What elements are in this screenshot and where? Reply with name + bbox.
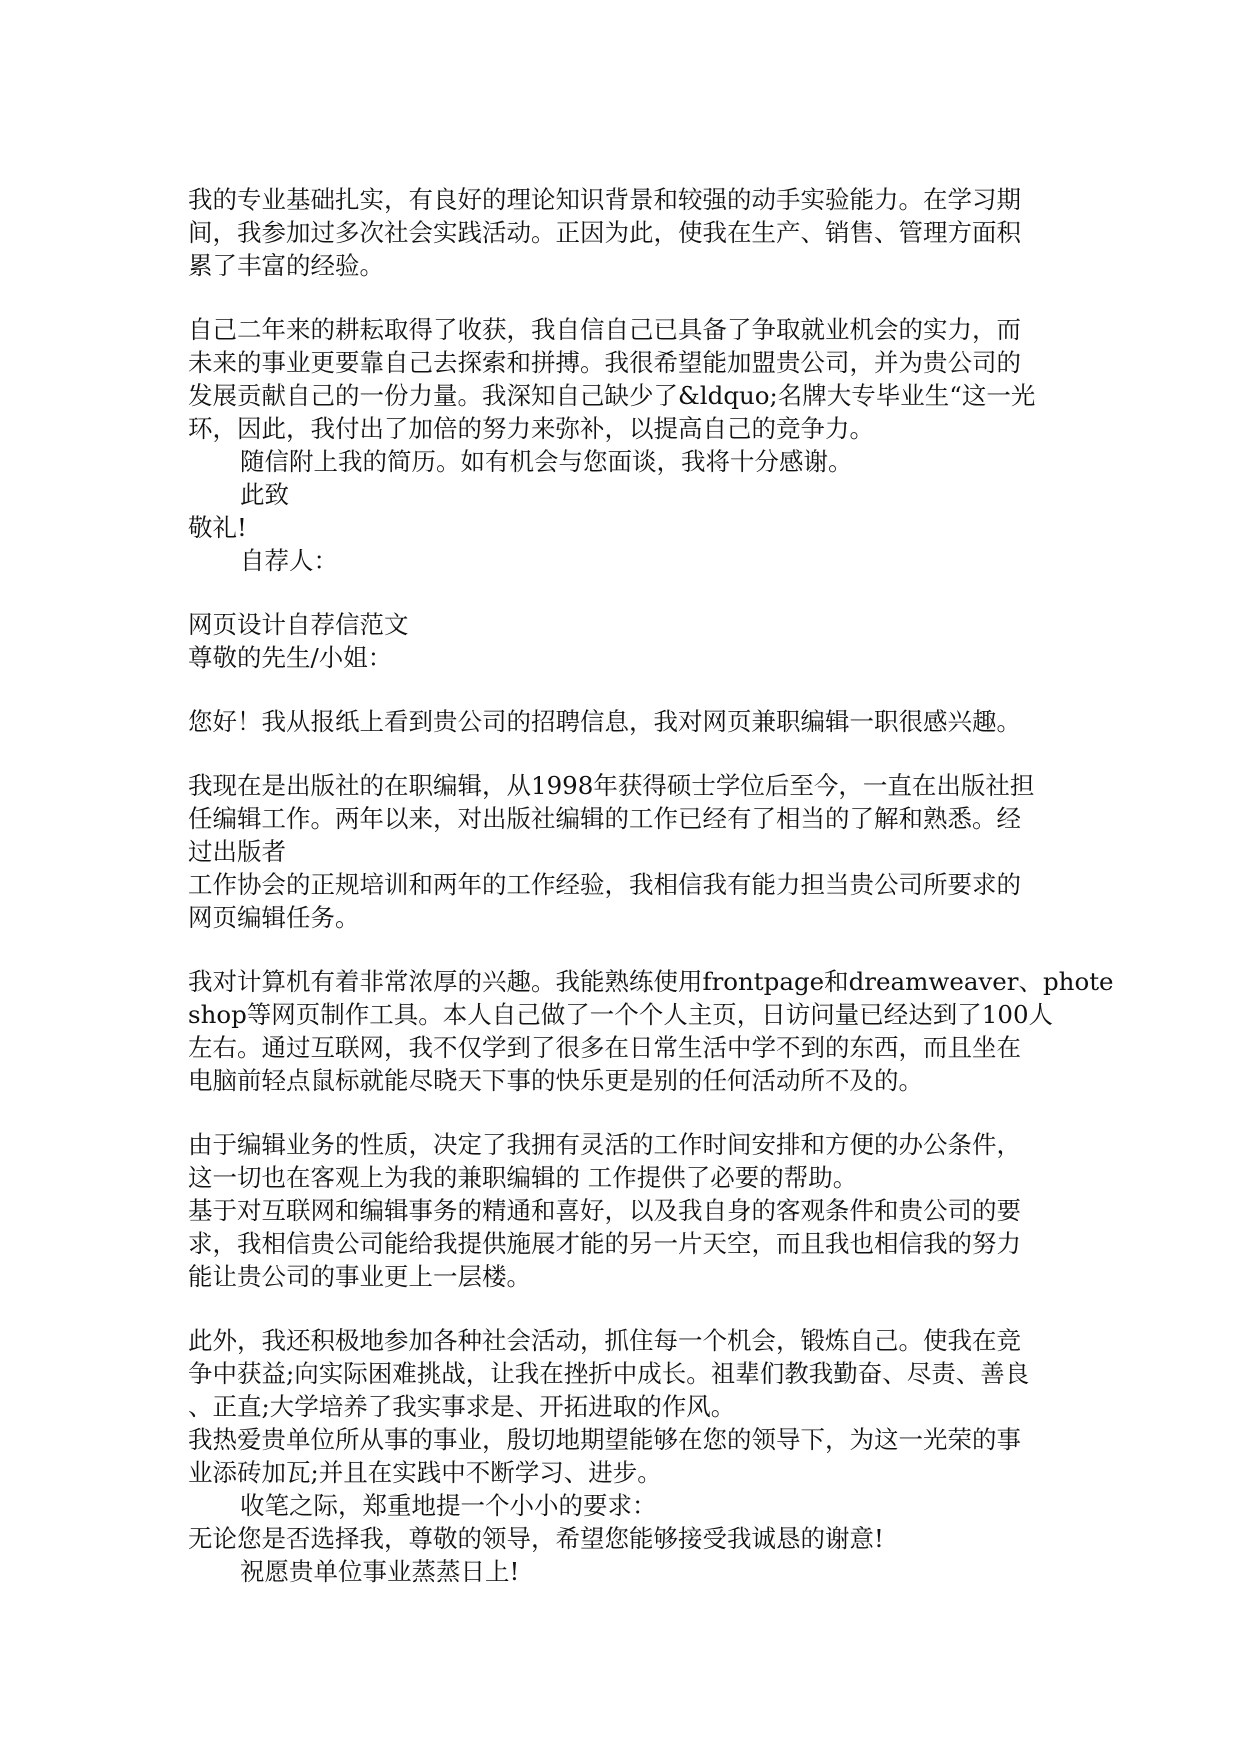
text-line: 累了丰富的经验。 (188, 251, 384, 280)
text-line: 我对计算机有着非常浓厚的兴趣。我能熟练使用frontpage和dreamweaver、phote (188, 967, 1114, 996)
text-line: 、正直;大学培养了我实事求是、开拓进取的作风。 (188, 1392, 736, 1421)
salutation: 尊敬的先生/小姐： (188, 643, 393, 672)
closing-line: 敬礼! (188, 513, 247, 542)
text-line: 您好！我从报纸上看到贵公司的招聘信息，我对网页兼职编辑一职很感兴趣。 (188, 707, 1021, 736)
text-line: 间，我参加过多次社会实践活动。正因为此，使我在生产、销售、管理方面积 (188, 218, 1021, 247)
text-line: 无论您是否选择我，尊敬的领导，希望您能够接受我诚恳的谢意! (188, 1524, 884, 1553)
text-line: 任编辑工作。两年以来，对出版社编辑的工作已经有了相当的了解和熟悉。经 (188, 804, 1021, 833)
text-line: 电脑前轻点鼠标就能尽晓天下事的快乐更是别的任何活动所不及的。 (188, 1066, 923, 1095)
text-line: 发展贡献自己的一份力量。我深知自己缺少了&ldquo;名牌大专毕业生“这一光 (188, 381, 1036, 410)
text-line: 工作协会的正规培训和两年的工作经验，我相信我有能力担当贵公司所要求的 (188, 870, 1021, 899)
text-line: 此外，我还积极地参加各种社会活动，抓住每一个机会，锻炼自己。使我在竞 (188, 1326, 1021, 1355)
section-title: 网页设计自荐信范文 (188, 610, 409, 639)
text-line: 自己二年来的耕耘取得了收获，我自信自己已具备了争取就业机会的实力，而 (188, 315, 1021, 344)
text-line: 过出版者 (188, 837, 286, 866)
text-line: 能让贵公司的事业更上一层楼。 (188, 1262, 531, 1291)
signature-line: 自荐人： (240, 546, 338, 575)
text-line: 由于编辑业务的性质，决定了我拥有灵活的工作时间安排和方便的办公条件， (188, 1130, 1021, 1159)
text-line: 求，我相信贵公司能给我提供施展才能的另一片天空，而且我也相信我的努力 (188, 1229, 1021, 1258)
text-line: 收笔之际，郑重地提一个小小的要求： (240, 1491, 657, 1520)
closing-line: 此致 (240, 480, 289, 509)
text-line: shop等网页制作工具。本人自己做了一个个人主页，日访问量已经达到了100人 (188, 1000, 1054, 1029)
text-line: 我热爱贵单位所从事的事业，殷切地期望能够在您的领导下，为这一光荣的事 (188, 1425, 1021, 1454)
text-line: 随信附上我的简历。如有机会与您面谈，我将十分感谢。 (240, 447, 853, 476)
closing-line: 祝愿贵单位事业蒸蒸日上! (240, 1557, 520, 1586)
text-line: 基于对互联网和编辑事务的精通和喜好，以及我自身的客观条件和贵公司的要 (188, 1196, 1021, 1225)
text-line: 环，因此，我付出了加倍的努力来弥补，以提高自己的竞争力。 (188, 414, 874, 443)
text-line: 这一切也在客观上为我的兼职编辑的 工作提供了必要的帮助。 (188, 1163, 858, 1192)
text-line: 我的专业基础扎实，有良好的理论知识背景和较强的动手实验能力。在学习期 (188, 185, 1021, 214)
text-line: 争中获益;向实际困难挑战，让我在挫折中成长。祖辈们教我勤奋、尽责、善良 (188, 1359, 1030, 1388)
text-line: 我现在是出版社的在职编辑，从1998年获得硕士学位后至今，一直在出版社担 (188, 771, 1035, 800)
text-line: 网页编辑任务。 (188, 903, 360, 932)
text-line: 左右。通过互联网，我不仅学到了很多在日常生活中学不到的东西，而且坐在 (188, 1033, 1021, 1062)
text-line: 未来的事业更要靠自己去探索和拼搏。我很希望能加盟贵公司，并为贵公司的 (188, 348, 1021, 377)
text-line: 业添砖加瓦;并且在实践中不断学习、进步。 (188, 1458, 662, 1487)
